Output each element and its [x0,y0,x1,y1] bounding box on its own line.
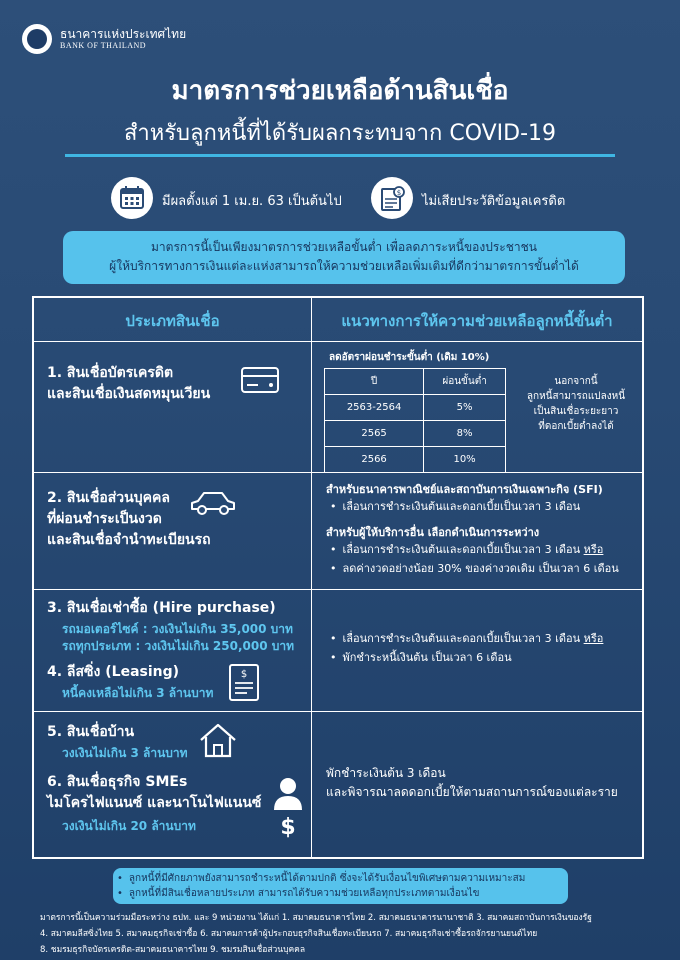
table-row [325,369,506,395]
table-header-divider [32,341,644,342]
loan-type-leasing: 4. ลีสซิ่ง (Leasing) [47,664,180,680]
hire-purchase-bullet-1 [326,630,603,648]
svg-text:$: $ [280,815,296,838]
bullet-text: เลื่อนการชำระเงินต้นและดอกเบี้ยเป็นเวลา 3 เดือน [342,543,584,556]
loan-type-hire-purchase: 3. สินเชื่อเช่าซื้อ (Hire purchase) [47,600,276,616]
bot-logo-emblem [27,29,47,49]
side-note-line: นอกจากนี้ [554,376,598,387]
or-text: หรือ [583,632,604,645]
car-icon [188,487,238,519]
org-name-en: BANK OF THAILAND [60,41,147,50]
table-row [325,395,506,421]
loan-type-housing: 5. สินเชื่อบ้าน [47,724,135,740]
other-provider-title: สำหรับผู้ให้บริการอื่น เลือกดำเนินการระหว่าง [326,526,540,539]
loan-type-label: 1. สินเชื่อบัตรเครดิต [47,365,174,381]
receipt-icon [227,663,263,703]
credit-card-icon [240,366,280,394]
rate-year: 2565 [325,421,424,447]
page-subtitle: สำหรับลูกหนี้ที่ได้รับผลกระทบจาก COVID-19 [123,121,557,146]
document-icon [371,177,413,219]
side-note-line: ลูกหนี้สามารถแปลงหนี้ [526,391,626,402]
svg-text:$: $ [396,189,402,197]
loan-type-label: 6. สินเชื่อธุรกิจ SMEs [47,774,188,790]
note-line-1: มาตรการนี้เป็นเพียงมาตรการช่วยเหลือขั้นต่ำ เพื่อลดภาระหนี้ของประชาชน [151,240,537,254]
footer-line-1: มาตรการนี้เป็นความร่วมมือระหว่าง ธปท. และ 9 หน่วยงาน ได้แก่ 1. สมาคมธนาคารไทย 2. สมาคมธนาคารนานาชาติ 3. สมาคมสถาบันการเงินของรัฐ [40,913,592,923]
effective-date-text: มีผลตั้งแต่ 1 เม.ย. 63 เป็นต้นไป [162,194,342,209]
side-note-line: ที่ดอกเบี้ยต่ำลงได้ [538,421,614,432]
sfi-bullet: • เลื่อนการชำระเงินต้นและดอกเบี้ยเป็นเวลา 3 เดือน [326,498,580,516]
or-text: หรือ [583,543,604,556]
bottom-note-1: • ลูกหนี้ที่มีศักยภาพยังสามารถชำระหนี้ได้ตามปกติ ซึ่งจะได้รับเงื่อนไขพิเศษตามความเหมาะสม [113,871,568,886]
loan-type-personal [47,488,211,551]
footer-line-3: 8. ชมรมธุรกิจบัตรเครดิต-สมาคมธนาคารไทย 9. ชมรมสินเชื่อส่วนบุคคล [40,945,306,955]
rate-value: 10% [424,447,506,473]
loan-type-credit-card [47,363,210,405]
housing-limit: วงเงินไม่เกิน 3 ล้านบาท [62,746,188,760]
rate-col-rate-header: ผ่อนขั้นต่ำ [424,369,506,395]
sme-limit: วงเงินไม่เกิน 20 ล้านบาท [62,819,196,833]
calendar-icon-badge [111,177,153,219]
debt-conversion-note [513,374,639,434]
bottom-note-2: • ลูกหนี้ที่มีสินเชื่อหลายประเภท สามารถได้รับความช่วยเหลือทุกประเภทตามเงื่อนไข [113,886,568,901]
rate-table-title: ลดอัตราผ่อนชำระขั้นต่ำ (เดิม 10%) [329,352,490,363]
rate-year: 2563-2564 [325,395,424,421]
minimum-payment-table [324,368,506,473]
rate-year: 2566 [325,447,424,473]
loan-type-label: ที่ผ่อนชำระเป็นงวด [47,511,162,527]
leasing-limit: หนี้คงเหลือไม่เกิน 3 ล้านบาท [62,686,214,700]
other-provider-bullet-1 [326,541,603,559]
col-header-loan-type: ประเภทสินเชื่อ [125,312,220,330]
hire-purchase-bullet-2: • พักชำระหนี้เงินต้น เป็นเวลา 6 เดือน [326,649,512,667]
loan-type-label: และสินเชื่อเงินสดหมุนเวียน [47,386,211,402]
motorcycle-limit: รถมอเตอร์ไซค์ : วงเงินไม่เกิน 35,000 บาท [62,622,293,636]
rate-value: 8% [424,421,506,447]
house-icon [197,722,239,760]
table-row [325,447,506,473]
footer-line-2: 4. สมาคมลีสซิ่งไทย 5. สมาคมธุรกิจเช่าซื้อ 6. สมาคมการค้าผู้ประกอบธุรกิจสินเชื่อทะเบียนรถ 7. สมาคมธุรกิจเช่าซื้อรถจักรยานยนต์ไทย [40,929,538,939]
note-line-2: ผู้ให้บริการทางการเงินแต่ละแห่งสามารถให้ความช่วยเหลือเพิ่มเติมที่ดีกว่ามาตรการขั้นต่ำได้ [109,259,579,273]
housing-sme-assist-2: และพิจารณาลดดอกเบี้ยให้ตามสถานการณ์ของแต่ละราย [326,785,618,799]
rate-value: 5% [424,395,506,421]
table-row [325,421,506,447]
sfi-title: สำหรับธนาคารพาณิชย์และสถาบันการเงินเฉพาะกิจ (SFI) [326,483,603,496]
org-name-th: ธนาคารแห่งประเทศไทย [60,27,187,41]
loan-type-label: ไมโครไฟแนนซ์ และนาโนไฟแนนซ์ [47,795,262,811]
rate-col-year-header: ปี [325,369,424,395]
housing-sme-assist-1: พักชำระเงินต้น 3 เดือน [326,766,446,780]
credit-history-text: ไม่เสียประวัติข้อมูลเครดิต [422,194,566,209]
person-money-icon [270,776,306,838]
table-row-divider [32,589,644,590]
table-row-divider [32,711,644,712]
document-icon-badge [371,177,413,219]
bullet-text: เลื่อนการชำระเงินต้นและดอกเบี้ยเป็นเวลา 3 เดือน [342,632,584,645]
loan-type-sme [47,772,261,814]
title-divider [65,154,615,157]
page-title: มาตรการช่วยเหลือด้านสินเชื่อ [171,76,509,106]
bottom-notes [113,868,568,904]
side-note-line: เป็นสินเชื่อระยะยาว [533,406,619,417]
vehicle-limit: รถทุกประเภท : วงเงินไม่เกิน 250,000 บาท [62,639,295,653]
loan-type-label: 2. สินเชื่อส่วนบุคคล [47,490,170,506]
other-provider-bullet-2: • ลดค่างวดอย่างน้อย 30% ของค่างวดเดิม เป็นเวลา 6 เดือน [326,560,619,578]
svg-text:$: $ [240,669,248,680]
minimum-measure-note [63,231,625,284]
calendar-icon [111,177,153,219]
table-column-divider [311,296,312,859]
col-header-assistance: แนวทางการให้ความช่วยเหลือลูกหนี้ขั้นต่ำ [341,312,613,330]
loan-type-label: และสินเชื่อจำนำทะเบียนรถ [47,532,211,548]
